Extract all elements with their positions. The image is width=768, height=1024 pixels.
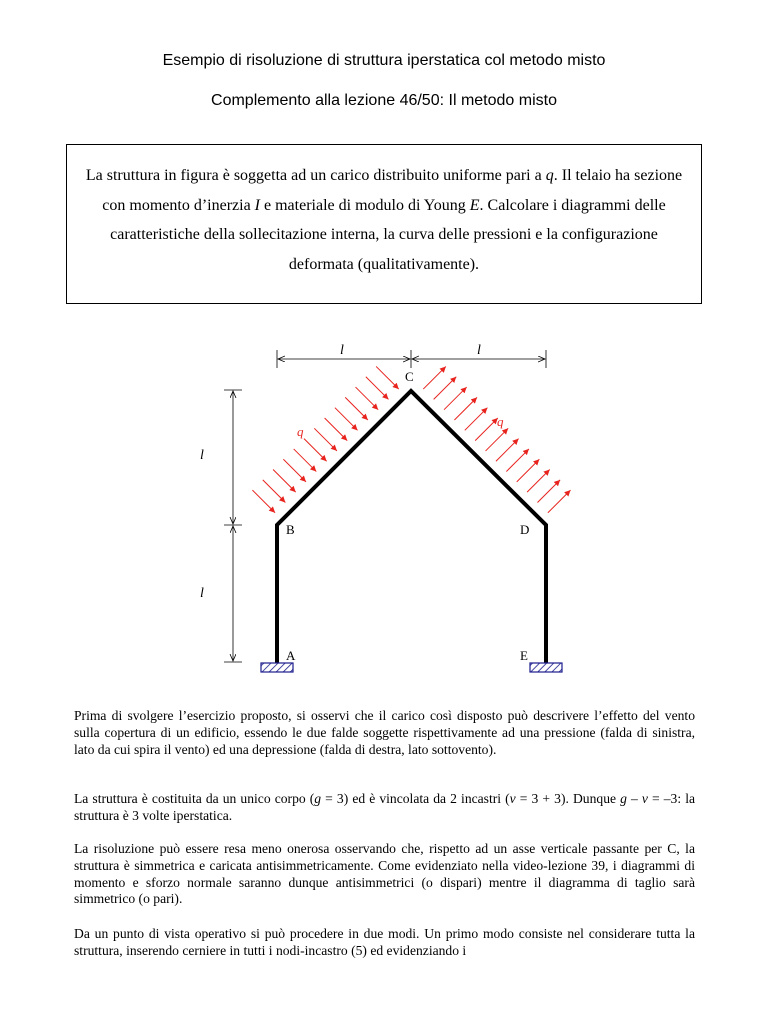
dimension-left <box>224 390 242 662</box>
symbol-v: v <box>641 791 648 806</box>
fixed-support-A <box>261 663 293 672</box>
paragraph-text: = –3: la struttura è 3 volte iperstatica. <box>74 791 696 823</box>
load-arrow <box>366 377 389 400</box>
problem-text: La struttura in figura è soggetta ad un carico distribuito uniforme pari a <box>85 167 546 184</box>
paragraph-text: La struttura è costituita da un unico corpo ( <box>74 791 315 806</box>
paragraph-1: Prima di svolgere l’esercizio proposto, si osservi che il carico così disposto può descrivere l’effetto del vento sulla copertura di un edificio, essendo le due falde soggette rispettivamente ad una pressione (falda di sinistra, lato da cui spira il vento) ed una depressione (falda di destra, lato sottovento). <box>74 708 695 757</box>
load-arrow <box>527 470 550 493</box>
load-arrow <box>434 377 457 400</box>
symbol-E: E <box>469 196 480 214</box>
paragraph-3: La risoluzione può essere resa meno onerosa osservando che, rispetto ad un asse verticale passante per C, la struttura è simmetrica e caricata antisimmetricamente. Come evidenziato nella video-lezione 39, i diagrammi di momento e sforzo normale saranno dunque antisimmetrici (o dispari) mentre il diagramma di taglio sarà simmetrico (o pari). <box>74 841 695 907</box>
symbol-I: I <box>254 196 260 214</box>
frame-structure-diagram <box>0 330 768 690</box>
load-arrow <box>325 418 348 441</box>
load-arrow <box>465 408 488 431</box>
load-arrow <box>376 366 399 389</box>
fixed-support-E <box>530 663 562 672</box>
load-arrow <box>263 480 286 503</box>
distributed-load-right <box>423 366 570 512</box>
paragraph-4: Da un punto di vista operativo si può procedere in due modi. Un primo modo consiste nel considerare tutta la struttura, inserendo cerniere in tutti i nodi-incastro (5) ed evidenziando i <box>74 926 695 958</box>
node-label-A: A <box>286 648 296 663</box>
symbol-g: g <box>314 791 322 806</box>
load-arrow <box>423 366 446 389</box>
node-label-B: B <box>286 522 295 537</box>
paragraph-text: = 3 + 3). Dunque <box>515 791 621 806</box>
load-arrow <box>294 449 317 472</box>
load-arrow <box>314 428 337 451</box>
load-arrow <box>506 449 529 472</box>
paragraph-text: = 3) ed è vincolata da 2 incastri ( <box>321 791 510 806</box>
node-label-E: E <box>520 648 528 663</box>
problem-text: . Calcolare i diagrammi delle caratteristiche della sollecitazione interna, la curva delle pressioni e la configurazione deformata (qualitativamente). <box>110 196 666 273</box>
dimension-label-upper: l <box>200 448 204 463</box>
problem-text: . Il telaio ha sezione con momento d’inerzia <box>102 167 683 214</box>
node-label-D: D <box>520 522 530 537</box>
page-title: Esempio di risoluzione di struttura iperstatica col metodo misto <box>162 52 606 69</box>
load-arrow <box>537 480 560 503</box>
node-label-C: C <box>405 369 414 384</box>
dimension-label-left: l <box>340 343 344 358</box>
load-arrow <box>304 439 327 462</box>
dimension-label-right: l <box>477 343 481 358</box>
paragraph-2 <box>74 791 695 825</box>
page-subtitle: Complemento alla lezione 46/50: Il metodo misto <box>211 92 557 109</box>
load-arrow <box>496 439 519 462</box>
load-label-left: q <box>297 424 304 439</box>
load-arrow <box>273 470 296 493</box>
load-label-right: q <box>497 414 504 429</box>
load-arrow <box>252 490 275 513</box>
symbol-g: g <box>620 791 627 806</box>
problem-text: e materiale di modulo di Young <box>260 196 470 214</box>
load-arrow <box>335 408 358 431</box>
load-arrow <box>356 387 379 410</box>
problem-statement-box <box>66 144 702 304</box>
load-arrow <box>486 428 509 451</box>
load-arrow <box>454 397 477 420</box>
load-arrow <box>475 418 498 441</box>
load-arrow <box>444 387 467 410</box>
symbol-q: q <box>545 167 554 184</box>
load-arrow <box>548 490 571 513</box>
symbol-v: v <box>509 791 516 806</box>
dimension-label-lower: l <box>200 586 204 601</box>
distributed-load-left <box>252 366 398 512</box>
paragraph-text: – <box>626 791 642 806</box>
load-arrow <box>517 459 540 482</box>
load-arrow <box>345 397 368 420</box>
dimension-top <box>277 350 546 368</box>
load-arrow <box>283 459 306 482</box>
